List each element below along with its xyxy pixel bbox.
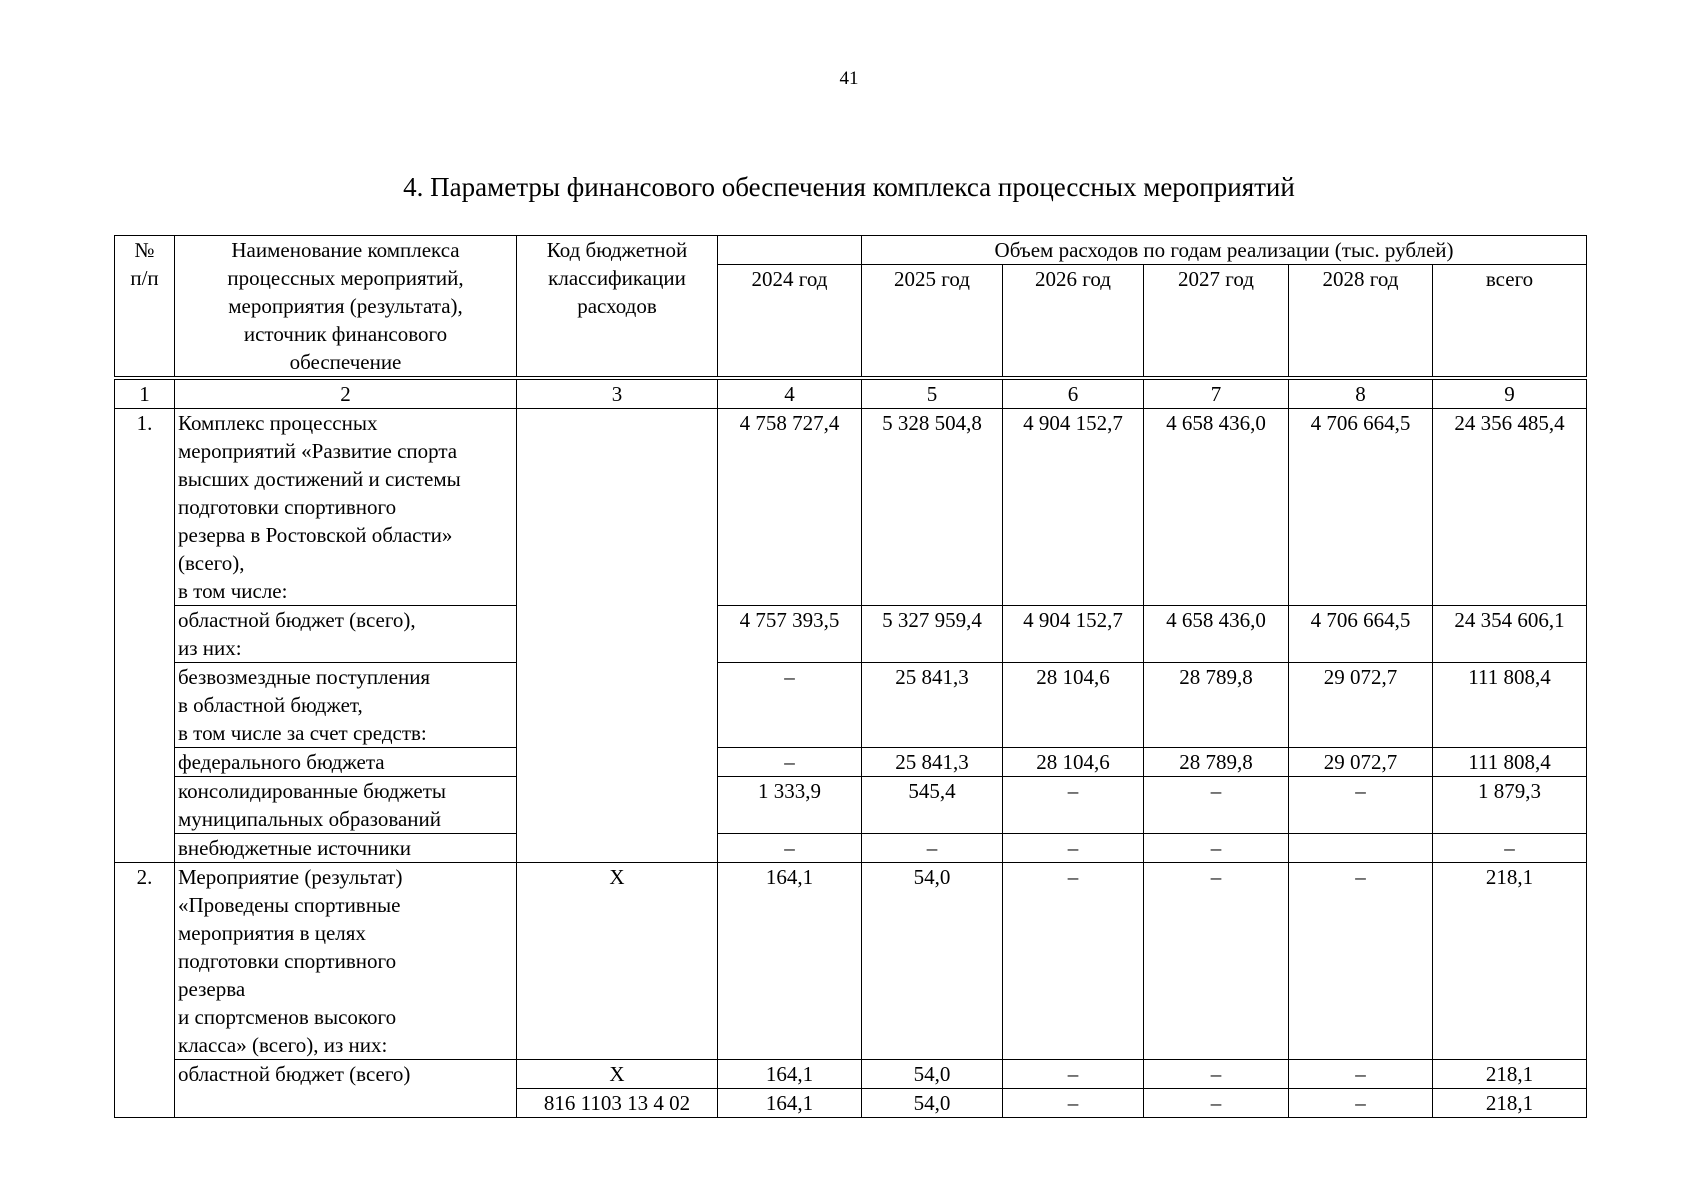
value-cell: 5 327 959,4 bbox=[862, 606, 1003, 663]
table-row bbox=[115, 606, 1587, 663]
row-number-cell: 2. bbox=[115, 863, 175, 1118]
column-number: 5 bbox=[862, 378, 1003, 409]
row-name-line: в том числе: bbox=[178, 579, 288, 603]
value-cell: 5 328 504,8 bbox=[862, 409, 1003, 606]
header-row-1 bbox=[115, 236, 1587, 265]
row-name-line: внебюджетные источники bbox=[178, 836, 412, 860]
value-cell: 54,0 bbox=[862, 1060, 1003, 1089]
column-number: 1 bbox=[115, 378, 175, 409]
row-name-cell bbox=[175, 606, 517, 663]
header-code-line: расходов bbox=[577, 294, 657, 318]
value-cell: 25 841,3 bbox=[862, 748, 1003, 777]
row-name-line: в том числе за счет средств: bbox=[178, 721, 427, 745]
row-name-line: федерального бюджета bbox=[178, 750, 385, 774]
header-year-2028: 2028 год bbox=[1289, 265, 1433, 378]
table-body bbox=[115, 236, 1587, 1118]
value-cell: – bbox=[718, 663, 862, 748]
value-cell: – bbox=[718, 834, 862, 863]
column-number: 9 bbox=[1433, 378, 1587, 409]
value-cell: 4 904 152,7 bbox=[1003, 409, 1144, 606]
row-name-line: (всего), bbox=[178, 551, 245, 575]
value-cell: – bbox=[1144, 863, 1289, 1060]
header-code-cell bbox=[517, 236, 718, 379]
value-cell: 4 757 393,5 bbox=[718, 606, 862, 663]
column-number: 6 bbox=[1003, 378, 1144, 409]
row-name-cell bbox=[175, 777, 517, 834]
header-num-line1: № bbox=[134, 238, 155, 262]
value-cell: – bbox=[1003, 1060, 1144, 1089]
value-cell: 54,0 bbox=[862, 1089, 1003, 1118]
row-name-line: муниципальных образований bbox=[178, 807, 441, 831]
column-number: 4 bbox=[718, 378, 862, 409]
value-cell: 54,0 bbox=[862, 863, 1003, 1060]
value-cell: 29 072,7 bbox=[1289, 663, 1433, 748]
row-name-line: мероприятия в целях bbox=[178, 921, 366, 945]
value-cell: – bbox=[1289, 1089, 1433, 1118]
budget-code-cell: 816 1103 13 4 02 bbox=[517, 1089, 718, 1118]
value-cell: 164,1 bbox=[718, 1060, 862, 1089]
header-num-line2: п/п bbox=[130, 266, 159, 290]
table-row bbox=[115, 409, 1587, 606]
value-cell: – bbox=[1289, 777, 1433, 834]
page-title: 4. Параметры финансового обеспечения комплекса процессных мероприятий bbox=[403, 172, 1295, 202]
value-cell: – bbox=[1289, 1060, 1433, 1089]
value-cell: 28 104,6 bbox=[1003, 748, 1144, 777]
row-name-line: Комплекс процессных bbox=[178, 411, 378, 435]
header-year-2025: 2025 год bbox=[862, 265, 1003, 378]
value-cell: 111 808,4 bbox=[1433, 663, 1587, 748]
table-row bbox=[115, 777, 1587, 834]
value-cell bbox=[1289, 834, 1433, 863]
row-name-line: резерва в Ростовской области» bbox=[178, 523, 453, 547]
value-cell: 4 706 664,5 bbox=[1289, 409, 1433, 606]
row-name-line: Мероприятие (результат) bbox=[178, 865, 403, 889]
value-cell: – bbox=[862, 834, 1003, 863]
row-name-cell bbox=[175, 863, 517, 1060]
header-code-line: Код бюджетной bbox=[546, 238, 688, 262]
budget-code-cell: Х bbox=[517, 1060, 718, 1089]
value-cell: – bbox=[1144, 1089, 1289, 1118]
value-cell: 4 758 727,4 bbox=[718, 409, 862, 606]
value-cell: 218,1 bbox=[1433, 1060, 1587, 1089]
value-cell: – bbox=[1003, 1089, 1144, 1118]
header-name-line: Наименование комплекса bbox=[231, 238, 460, 262]
header-name-line: процессных мероприятий, bbox=[227, 266, 464, 290]
value-cell: 545,4 bbox=[862, 777, 1003, 834]
column-number: 3 bbox=[517, 378, 718, 409]
row-name-line: мероприятий «Развитие спорта bbox=[178, 439, 458, 463]
row-name-cell bbox=[175, 409, 517, 606]
header-blank-cell bbox=[718, 236, 862, 265]
row-name-line: областной бюджет (всего), bbox=[178, 608, 416, 632]
value-cell: 4 658 436,0 bbox=[1144, 606, 1289, 663]
header-year-2024: 2024 год bbox=[718, 265, 862, 378]
header-name-cell bbox=[175, 236, 517, 379]
column-number: 8 bbox=[1289, 378, 1433, 409]
row-name-line: «Проведены спортивные bbox=[178, 893, 401, 917]
row-name-cell bbox=[175, 834, 517, 863]
header-name-line: мероприятия (результата), bbox=[228, 294, 463, 318]
row-name-cell bbox=[175, 663, 517, 748]
header-name-line: источник финансового bbox=[243, 322, 448, 346]
column-number: 7 bbox=[1144, 378, 1289, 409]
value-cell: – bbox=[1003, 834, 1144, 863]
row-name-line: подготовки спортивного bbox=[178, 949, 397, 973]
value-cell: 24 356 485,4 bbox=[1433, 409, 1587, 606]
value-cell: – bbox=[1289, 863, 1433, 1060]
value-cell: – bbox=[1144, 834, 1289, 863]
header-year-total: всего bbox=[1433, 265, 1587, 378]
header-num-cell bbox=[115, 236, 175, 379]
value-cell: 28 789,8 bbox=[1144, 748, 1289, 777]
value-cell: 218,1 bbox=[1433, 863, 1587, 1060]
value-cell: – bbox=[718, 748, 862, 777]
value-cell: 164,1 bbox=[718, 863, 862, 1060]
value-cell: – bbox=[1144, 1060, 1289, 1089]
value-cell: 25 841,3 bbox=[862, 663, 1003, 748]
table-row bbox=[115, 663, 1587, 748]
row-name-line: областной бюджет (всего) bbox=[178, 1062, 411, 1086]
column-number: 2 bbox=[175, 378, 517, 409]
row-name-line: консолидированные бюджеты bbox=[178, 779, 447, 803]
table-row bbox=[115, 834, 1587, 863]
table-row bbox=[115, 1060, 1587, 1089]
financing-table bbox=[114, 235, 1587, 1118]
header-name-line: обеспечение bbox=[289, 350, 402, 374]
table-row bbox=[115, 863, 1587, 1060]
header-year-2027: 2027 год bbox=[1144, 265, 1289, 378]
row-name-line: в областной бюджет, bbox=[178, 693, 363, 717]
value-cell: 28 104,6 bbox=[1003, 663, 1144, 748]
value-cell: 111 808,4 bbox=[1433, 748, 1587, 777]
row-name-line: класса» (всего), из них: bbox=[178, 1033, 388, 1057]
value-cell: 24 354 606,1 bbox=[1433, 606, 1587, 663]
value-cell: 164,1 bbox=[718, 1089, 862, 1118]
budget-code-cell: Х bbox=[517, 863, 718, 1060]
row-name-line: резерва bbox=[178, 977, 246, 1001]
row-number-cell: 1. bbox=[115, 409, 175, 863]
header-expenses-group: Объем расходов по годам реализации (тыс. рублей) bbox=[862, 236, 1587, 265]
value-cell: – bbox=[1144, 777, 1289, 834]
value-cell: – bbox=[1433, 834, 1587, 863]
budget-code-cell bbox=[517, 409, 718, 863]
value-cell: 1 879,3 bbox=[1433, 777, 1587, 834]
page-number: 41 bbox=[839, 68, 859, 89]
header-year-2026: 2026 год bbox=[1003, 265, 1144, 378]
row-name-line: высших достижений и системы bbox=[178, 467, 461, 491]
value-cell: 4 658 436,0 bbox=[1144, 409, 1289, 606]
value-cell: 218,1 bbox=[1433, 1089, 1587, 1118]
table-row bbox=[115, 748, 1587, 777]
row-name-line: подготовки спортивного bbox=[178, 495, 397, 519]
row-name-line: безвозмездные поступления bbox=[178, 665, 431, 689]
row-name-cell bbox=[175, 1060, 517, 1118]
row-name-line: и спортсменов высокого bbox=[178, 1005, 397, 1029]
value-cell: 29 072,7 bbox=[1289, 748, 1433, 777]
value-cell: 28 789,8 bbox=[1144, 663, 1289, 748]
header-code-line: классификации bbox=[548, 266, 686, 290]
value-cell: – bbox=[1003, 863, 1144, 1060]
value-cell: 1 333,9 bbox=[718, 777, 862, 834]
value-cell: – bbox=[1003, 777, 1144, 834]
row-name-cell bbox=[175, 748, 517, 777]
row-name-line: из них: bbox=[178, 636, 242, 660]
value-cell: 4 706 664,5 bbox=[1289, 606, 1433, 663]
value-cell: 4 904 152,7 bbox=[1003, 606, 1144, 663]
column-numbers-row bbox=[115, 378, 1587, 409]
